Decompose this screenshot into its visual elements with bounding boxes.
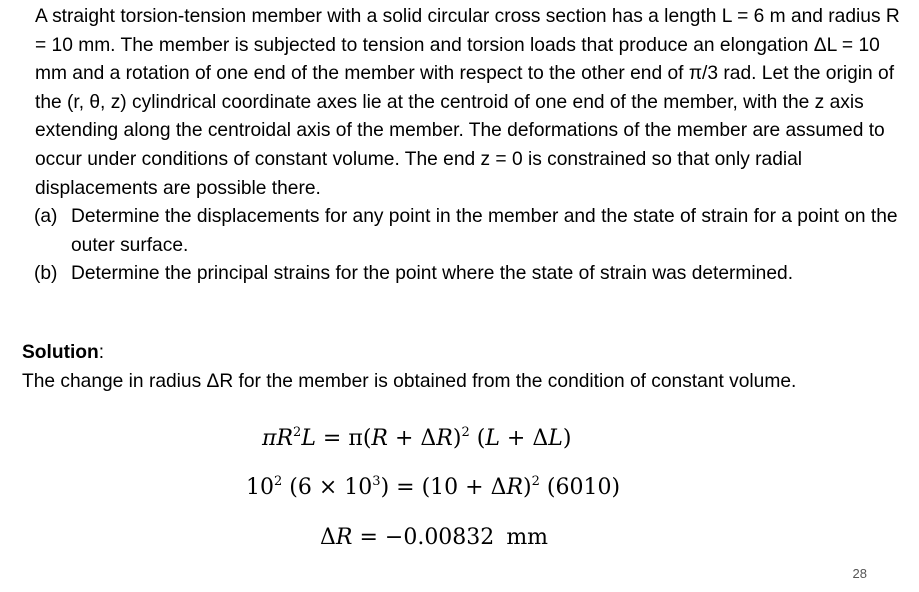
page-number: 28 — [852, 566, 867, 581]
eq2-exponent: 2 — [274, 474, 283, 489]
eq2-exponent-b: 2 — [531, 474, 540, 489]
equation-result — [320, 525, 548, 550]
eq1-exponent-b: 2 — [461, 425, 470, 440]
eq2-mid: (6 × 10 — [282, 475, 373, 500]
eq2-base: 10 — [246, 475, 274, 500]
eq3-delta: Δ — [320, 525, 336, 550]
solution-section — [22, 339, 912, 396]
part-b-marker: (b) — [34, 263, 58, 285]
eq1-pi: π — [262, 426, 277, 451]
eq2-rhs: ) = (10 + Δ — [380, 475, 507, 500]
eq1-R: R — [276, 426, 294, 451]
part-b-text: Determine the principal strains for the point where the state of strain was determined. — [71, 263, 794, 285]
eq1-L3: L — [548, 426, 563, 451]
eq1-plus-delta: + Δ — [387, 426, 437, 451]
eq1-exponent: 2 — [293, 425, 302, 440]
equation-numeric-substitution — [246, 475, 620, 500]
solution-heading-colon: : — [98, 342, 105, 363]
solution-heading-label: Solution — [22, 342, 99, 363]
eq1-L2: L — [485, 426, 500, 451]
part-a-text: Determine the displacements for any point in the member and the state of strain for a point on the outer surface. — [71, 206, 898, 256]
eq3-R: R — [335, 525, 353, 550]
eq2-tail: (6010) — [539, 475, 621, 500]
problem-parts-list — [35, 203, 905, 289]
eq1-close2: ) — [562, 426, 572, 451]
problem-paragraph: A straight torsion-tension member with a solid circular cross section has a length L = 6 m and radius R = 10 mm. The member is subjected to tension and torsion loads that produce an elongation ΔL = 10 mm and a rotation of one end of the member with respect to the other end of π/3 rad. Let the origin of the (r, θ, z) cylindrical coordinate axes lie at the centroid of one end of the member, with the z axis extending along the centroidal axis of the member. The deformations of the member are assumed to occur under conditions of constant volume. The end z = 0 is constrained so that only radial displacements are possible there. — [35, 6, 900, 199]
eq1-rhs: = π( — [315, 426, 372, 451]
problem-part-a — [35, 203, 905, 260]
eq1-R2: R — [371, 426, 388, 451]
eq1-R3: R — [436, 426, 453, 451]
problem-part-b — [35, 260, 905, 289]
problem-statement — [35, 3, 905, 289]
eq3-value: = −0.00832 — [352, 525, 495, 550]
eq3-unit: mm — [506, 525, 549, 550]
eq1-open2: ( — [469, 426, 486, 451]
eq2-exponent-3: 3 — [372, 474, 381, 489]
eq2-close: ) — [523, 475, 532, 500]
solution-intro: The change in radius ΔR for the member is obtained from the condition of constant volume. — [22, 370, 797, 392]
eq1-close: ) — [452, 426, 462, 451]
eq1-L: L — [301, 426, 316, 451]
equation-constant-volume — [262, 426, 571, 451]
eq2-R: R — [506, 475, 524, 500]
eq1-plus-delta2: + Δ — [499, 426, 549, 451]
solution-heading — [22, 339, 912, 368]
part-a-marker: (a) — [34, 206, 58, 228]
